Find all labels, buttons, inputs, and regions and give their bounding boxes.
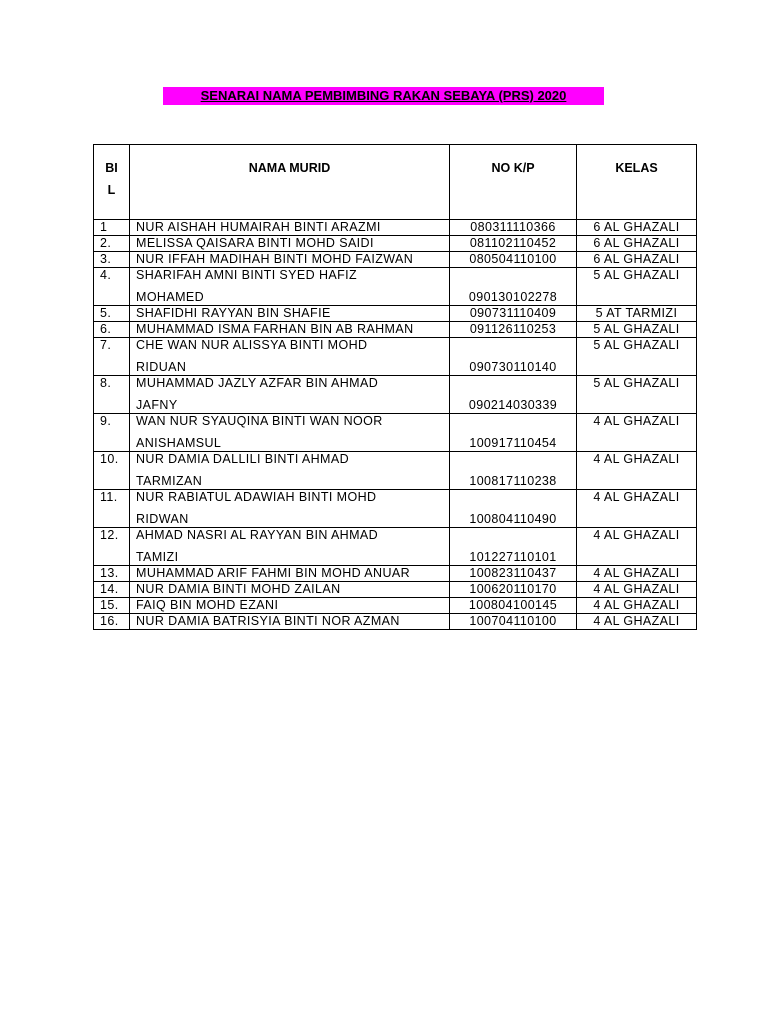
cell-kelas: 6 AL GHAZALI: [577, 252, 697, 268]
cell-no-kp: 090130102278: [450, 268, 577, 306]
cell-bil: 4.: [94, 268, 130, 306]
cell-nama-murid: NUR DAMIA DALLILI BINTI AHMAD TARMIZAN: [130, 452, 450, 490]
cell-bil: 8.: [94, 376, 130, 414]
table-row: [94, 582, 697, 598]
cell-bil: 5.: [94, 306, 130, 322]
cell-kelas: 5 AL GHAZALI: [577, 376, 697, 414]
cell-bil: 7.: [94, 338, 130, 376]
cell-kelas: 4 AL GHAZALI: [577, 452, 697, 490]
cell-kelas: 6 AL GHAZALI: [577, 220, 697, 236]
cell-bil: 12.: [94, 528, 130, 566]
cell-nama-murid: MELISSA QAISARA BINTI MOHD SAIDI: [130, 236, 450, 252]
cell-kelas: 4 AL GHAZALI: [577, 614, 697, 630]
cell-no-kp: 090731110409: [450, 306, 577, 322]
cell-no-kp: 080311110366: [450, 220, 577, 236]
cell-bil: 15.: [94, 598, 130, 614]
cell-bil: 3.: [94, 252, 130, 268]
cell-no-kp: 090214030339: [450, 376, 577, 414]
cell-nama-murid: NUR DAMIA BATRISYIA BINTI NOR AZMAN: [130, 614, 450, 630]
table-row: [94, 322, 697, 338]
table-row: [94, 598, 697, 614]
cell-bil: 11.: [94, 490, 130, 528]
cell-bil: 6.: [94, 322, 130, 338]
cell-nama-murid: WAN NUR SYAUQINA BINTI WAN NOOR ANISHAMSUL: [130, 414, 450, 452]
cell-no-kp: 100917110454: [450, 414, 577, 452]
cell-kelas: 6 AL GHAZALI: [577, 236, 697, 252]
cell-kelas: 4 AL GHAZALI: [577, 582, 697, 598]
cell-nama-murid: AHMAD NASRI AL RAYYAN BIN AHMAD TAMIZI: [130, 528, 450, 566]
cell-bil: 9.: [94, 414, 130, 452]
cell-bil: 10.: [94, 452, 130, 490]
cell-kelas: 4 AL GHAZALI: [577, 598, 697, 614]
cell-nama-murid: MUHAMMAD ARIF FAHMI BIN MOHD ANUAR: [130, 566, 450, 582]
cell-kelas: 5 AL GHAZALI: [577, 338, 697, 376]
table-row: [94, 614, 697, 630]
cell-no-kp: 080504110100: [450, 252, 577, 268]
table-row: [94, 338, 697, 376]
header-nama-murid: NAMA MURID: [130, 145, 450, 220]
student-table: [93, 144, 697, 630]
table-row: [94, 220, 697, 236]
cell-nama-murid: NUR DAMIA BINTI MOHD ZAILAN: [130, 582, 450, 598]
cell-nama-murid: FAIQ BIN MOHD EZANI: [130, 598, 450, 614]
cell-no-kp: 100823110437: [450, 566, 577, 582]
cell-kelas: 5 AL GHAZALI: [577, 268, 697, 306]
table-header-row: [94, 145, 697, 220]
document-title: SENARAI NAMA PEMBIMBING RAKAN SEBAYA (PRS) 2020: [163, 87, 604, 105]
cell-nama-murid: SHARIFAH AMNI BINTI SYED HAFIZ MOHAMED: [130, 268, 450, 306]
cell-bil: 2.: [94, 236, 130, 252]
table-row: [94, 566, 697, 582]
table-row: [94, 452, 697, 490]
table-row: [94, 376, 697, 414]
cell-nama-murid: NUR IFFAH MADIHAH BINTI MOHD FAIZWAN: [130, 252, 450, 268]
cell-kelas: 4 AL GHAZALI: [577, 566, 697, 582]
table-row: [94, 306, 697, 322]
cell-kelas: 4 AL GHAZALI: [577, 490, 697, 528]
cell-no-kp: 100620110170: [450, 582, 577, 598]
header-no-kp: NO K/P: [450, 145, 577, 220]
table-row: [94, 268, 697, 306]
cell-no-kp: 081102110452: [450, 236, 577, 252]
cell-kelas: 4 AL GHAZALI: [577, 414, 697, 452]
cell-nama-murid: NUR AISHAH HUMAIRAH BINTI ARAZMI: [130, 220, 450, 236]
table-row: [94, 528, 697, 566]
header-bil: BI L: [94, 145, 130, 220]
cell-no-kp: 100704110100: [450, 614, 577, 630]
cell-kelas: 5 AL GHAZALI: [577, 322, 697, 338]
cell-no-kp: 100804110490: [450, 490, 577, 528]
cell-kelas: 4 AL GHAZALI: [577, 528, 697, 566]
table-row: [94, 236, 697, 252]
cell-nama-murid: NUR RABIATUL ADAWIAH BINTI MOHD RIDWAN: [130, 490, 450, 528]
table-row: [94, 414, 697, 452]
header-kelas: KELAS: [577, 145, 697, 220]
cell-bil: 14.: [94, 582, 130, 598]
cell-bil: 16.: [94, 614, 130, 630]
cell-nama-murid: CHE WAN NUR ALISSYA BINTI MOHD RIDUAN: [130, 338, 450, 376]
cell-nama-murid: MUHAMMAD ISMA FARHAN BIN AB RAHMAN: [130, 322, 450, 338]
cell-no-kp: 091126110253: [450, 322, 577, 338]
cell-nama-murid: MUHAMMAD JAZLY AZFAR BIN AHMAD JAFNY: [130, 376, 450, 414]
cell-no-kp: 100817110238: [450, 452, 577, 490]
cell-no-kp: 090730110140: [450, 338, 577, 376]
cell-nama-murid: SHAFIDHI RAYYAN BIN SHAFIE: [130, 306, 450, 322]
cell-no-kp: 101227110101: [450, 528, 577, 566]
cell-kelas: 5 AT TARMIZI: [577, 306, 697, 322]
cell-no-kp: 100804100145: [450, 598, 577, 614]
cell-bil: 1: [94, 220, 130, 236]
cell-bil: 13.: [94, 566, 130, 582]
table-row: [94, 252, 697, 268]
table-row: [94, 490, 697, 528]
